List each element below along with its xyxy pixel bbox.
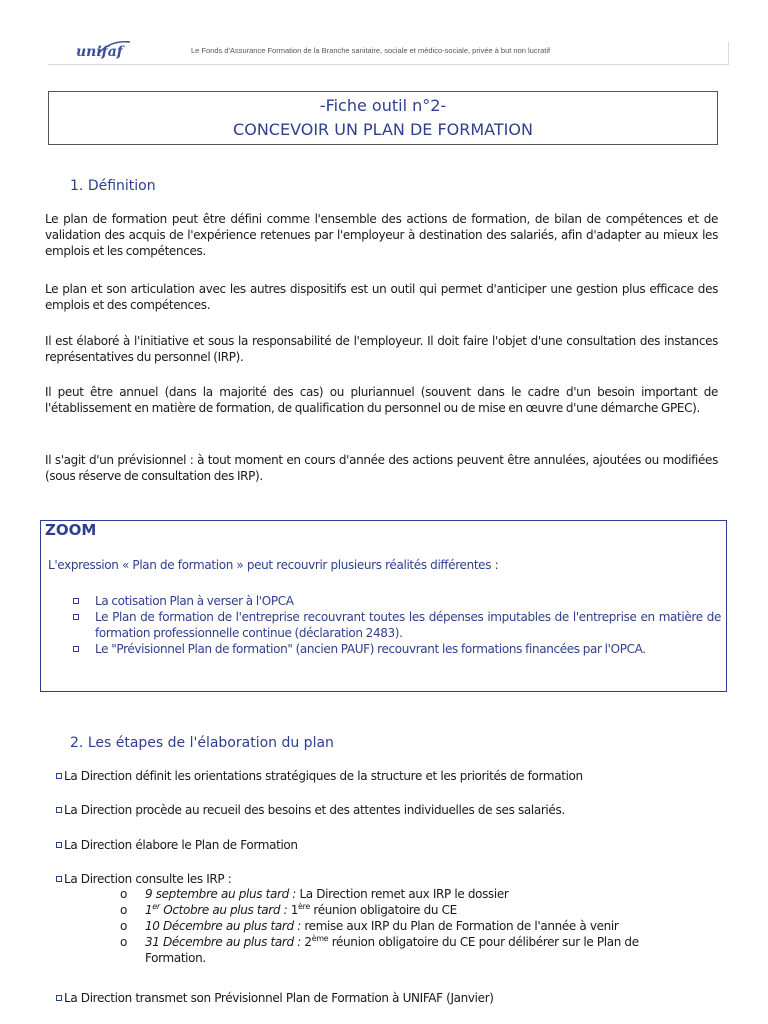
zoom-title: ZOOM [45, 521, 97, 539]
list-item: o 1er Octobre au plus tard : 1ère réunion obligatoire du CE [120, 902, 457, 917]
step-item: La Direction transmet son Prévisionnel Plan de Formation à UNIFAF (Janvier) [56, 991, 494, 1005]
square-bullet-icon [56, 842, 62, 848]
square-bullet-icon [73, 646, 79, 652]
section1-heading [70, 178, 156, 194]
list-item: o 31 Décembre au plus tard : 2ème réunion obligatoire du CE pour délibérer sur le Plan de Formation. [120, 934, 639, 965]
section2-heading [70, 735, 334, 751]
irp-consultation-sublist [120, 886, 700, 966]
step-item: La Direction élabore le Plan de Formation [56, 838, 298, 852]
square-bullet-icon [56, 773, 62, 779]
section2-title: Les étapes de l'élaboration du plan [87, 735, 334, 751]
paragraph-annual: Il peut être annuel (dans la majorité des cas) ou pluriannuel (souvent dans le cadre d'un besoin important de l'établissement en matière de formation, de qualification du personnel ou de mise en œuvre d'une démarche GPEC). [45, 385, 718, 415]
list-item: o 9 septembre au plus tard : La Direction remet aux IRP le dossier [120, 887, 509, 901]
step-item: La Direction définit les orientations stratégiques de la structure et les priorités de formation [56, 769, 583, 783]
list-item: Le "Prévisionnel Plan de formation" (ancien PAUF) recouvrant les formations financées par l'OPCA. [73, 641, 721, 657]
title-box [48, 91, 718, 145]
square-bullet-icon [73, 614, 79, 620]
fiche-number: -Fiche outil n°2- [319, 96, 447, 115]
section1-title: Définition [87, 178, 156, 194]
list-item: Le Plan de formation de l'entreprise recouvrant toutes les dépenses imputables de l'entreprise en matière de formation professionnelle continue (déclaration 2483). [73, 609, 721, 641]
list-item: o 10 Décembre au plus tard : remise aux IRP du Plan de Formation de l'année à venir [120, 919, 619, 933]
zoom-box [40, 520, 727, 692]
logo-swoosh-icon [96, 38, 134, 58]
square-bullet-icon [73, 598, 79, 604]
list-item: La cotisation Plan à verser à l'OPCA [73, 593, 721, 609]
square-bullet-icon [56, 995, 62, 1001]
document-header [48, 42, 729, 65]
paragraph-articulation: Le plan et son articulation avec les autres dispositifs est un outil qui permet d'anticiper une gestion plus efficace des emplois et des compétences. [45, 282, 718, 312]
section2-number: 2. [70, 735, 84, 751]
step-item: La Direction consulte les IRP : [56, 872, 231, 886]
zoom-list [73, 593, 721, 657]
page-title: CONCEVOIR UN PLAN DE FORMATION [233, 120, 533, 139]
square-bullet-icon [56, 876, 62, 882]
square-bullet-icon [56, 807, 62, 813]
header-tagline: Le Fonds d'Assurance Formation de la Branche sanitaire, sociale et médico-sociale, privée à but non lucratif [191, 46, 551, 55]
zoom-intro: L'expression « Plan de formation » peut recouvrir plusieurs réalités différentes : [48, 558, 499, 572]
circle-bullet-icon: o [120, 935, 127, 949]
paragraph-definition: Le plan de formation peut être défini comme l'ensemble des actions de formation, de bilan de compétences et de validation des acquis de l'expérience retenues par l'employeur à destination des salariés, afin d'adapter au mieux les emplois et les compétences. [45, 212, 718, 258]
unifaf-logo: unifaf [76, 44, 123, 60]
paragraph-forecast: Il s'agit d'un prévisionnel : à tout moment en cours d'année des actions peuvent être annulées, ajoutées ou modifiées (sous réserve de consultation des IRP). [45, 453, 718, 483]
circle-bullet-icon: o [120, 919, 127, 933]
circle-bullet-icon: o [120, 887, 127, 901]
section1-number: 1. [70, 178, 84, 194]
circle-bullet-icon: o [120, 903, 127, 917]
step-item: La Direction procède au recueil des besoins et des attentes individuelles de ses salariés. [56, 803, 565, 817]
paragraph-responsibility: Il est élaboré à l'initiative et sous la responsabilité de l'employeur. Il doit faire l'objet d'une consultation des instances représentatives du personnel (IRP). [45, 334, 718, 364]
